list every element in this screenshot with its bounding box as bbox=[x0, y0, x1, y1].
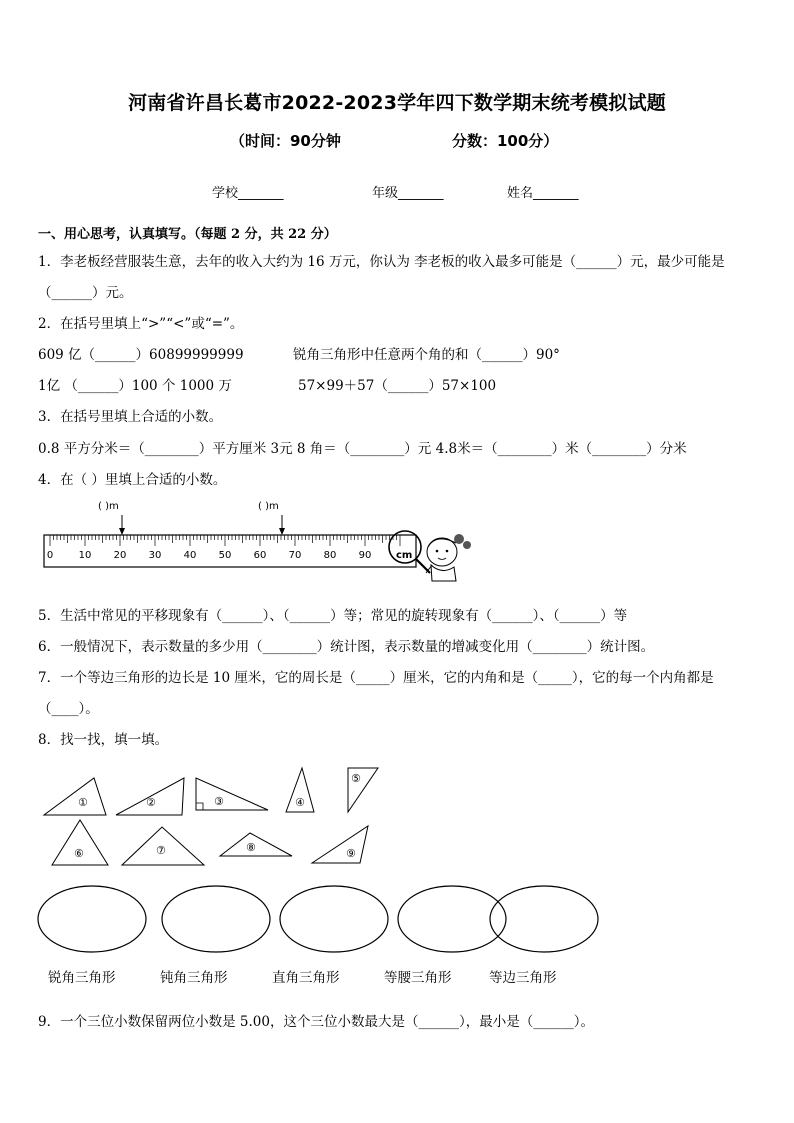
exam-time: （时间：90分钟 bbox=[230, 132, 341, 150]
category-ovals bbox=[36, 884, 606, 956]
question-7-line2: （____）。 bbox=[38, 701, 99, 717]
category-label-right: 直角三角形 bbox=[272, 970, 340, 986]
exam-score: 分数：100分） bbox=[452, 132, 559, 150]
question-3-line: 0.8 平方分米＝（________）平方厘米 3元 8 角＝（________）元 4.8米＝（________）米（________）分米 bbox=[38, 441, 687, 457]
ruler-number: 60 bbox=[253, 550, 267, 561]
ruler-marker-label-2: ( )m bbox=[258, 501, 279, 512]
ruler-number: 10 bbox=[78, 550, 92, 561]
triangle-label-1: ① bbox=[78, 796, 88, 809]
category-label-obtuse: 钝角三角形 bbox=[160, 970, 228, 986]
section-heading: 一、用心思考，认真填写。（每题 2 分，共 22 分） bbox=[38, 227, 337, 242]
ruler-number: 0 bbox=[46, 550, 54, 561]
question-2-b: 锐角三角形中任意两个角的和（______）90° bbox=[293, 347, 560, 363]
question-1-line2: （______）元。 bbox=[38, 285, 133, 301]
category-label-acute: 锐角三角形 bbox=[48, 970, 116, 986]
ruler-arrowhead-1 bbox=[119, 528, 125, 535]
question-1-line1: 1．李老板经营服装生意，去年的收入大约为 16 万元，你认为 李老板的收入最多可能是（______）元，最少可能是 bbox=[38, 254, 725, 270]
question-6-line: 6．一般情况下，表示数量的多少用（________）统计图，表示数量的增减变化用（________）统计图。 bbox=[38, 639, 655, 655]
ruler-marker-label-1: ( )m bbox=[98, 501, 119, 512]
oval-acute[interactable] bbox=[38, 886, 146, 952]
ruler-arrowhead-2 bbox=[279, 528, 285, 535]
question-2-c: 1亿 （______）100 个 1000 万 bbox=[38, 378, 232, 394]
ruler-number: 70 bbox=[288, 550, 302, 561]
triangle-label-3: ③ bbox=[214, 795, 224, 808]
category-label-equilateral: 等边三角形 bbox=[489, 970, 557, 986]
right-angle-mark bbox=[196, 803, 203, 810]
question-2-prompt: 2．在括号里填上“>”“<”或“=”。 bbox=[38, 316, 244, 332]
ruler-unit: cm bbox=[396, 550, 413, 561]
triangle-label-9: ⑨ bbox=[346, 847, 356, 860]
ruler-number: 40 bbox=[183, 550, 197, 561]
ruler-number: 80 bbox=[323, 550, 337, 561]
name-field[interactable]: 姓名_______ bbox=[507, 186, 579, 201]
ruler-figure bbox=[38, 495, 483, 590]
triangle-9 bbox=[312, 826, 368, 863]
ruler-number: 30 bbox=[148, 550, 162, 561]
category-label-isosceles: 等腰三角形 bbox=[384, 970, 452, 986]
triangle-1 bbox=[44, 778, 106, 815]
question-8-prompt: 8．找一找，填一填。 bbox=[38, 732, 169, 748]
triangle-label-8: ⑧ bbox=[246, 841, 256, 854]
ruler-number: 20 bbox=[113, 550, 127, 561]
oval-right[interactable] bbox=[280, 886, 388, 952]
question-3-prompt: 3．在括号里填上合适的小数。 bbox=[38, 409, 223, 425]
ruler-number: 50 bbox=[218, 550, 232, 561]
oval-obtuse[interactable] bbox=[162, 886, 270, 952]
page-title: 河南省许昌长葛市2022-2023学年四下数学期末统考模拟试题 bbox=[128, 92, 666, 114]
question-4-prompt: 4．在（ ）里填上合适的小数。 bbox=[38, 472, 227, 488]
triangle-label-2: ② bbox=[146, 796, 156, 809]
question-7-line1: 7．一个等边三角形的边长是 10 厘米，它的周长是（_____）厘米，它的内角和是（_____），它的每一个内角都是 bbox=[38, 670, 714, 686]
triangle-3 bbox=[196, 778, 268, 810]
triangles-figure bbox=[36, 760, 386, 872]
triangle-label-4: ④ bbox=[295, 796, 305, 809]
ruler-number: 90 bbox=[358, 550, 372, 561]
triangle-label-7: ⑦ bbox=[156, 844, 166, 857]
triangle-label-5: ⑤ bbox=[351, 772, 361, 785]
question-2-d: 57×99＋57（______）57×100 bbox=[298, 378, 497, 394]
school-field[interactable]: 学校_______ bbox=[212, 186, 284, 201]
grade-field[interactable]: 年级_______ bbox=[372, 186, 444, 201]
question-9-line: 9．一个三位小数保留两位小数是 5.00，这个三位小数最大是（______），最小是（______）。 bbox=[38, 1014, 594, 1030]
cartoon-girl-illustration bbox=[426, 534, 471, 581]
triangle-8 bbox=[220, 833, 292, 856]
triangle-label-6: ⑥ bbox=[74, 847, 84, 860]
question-5-line: 5．生活中常见的平移现象有（______）、（______）等；常见的旋转现象有（______）、（______）等 bbox=[38, 608, 628, 624]
question-2-a: 609 亿（______）60899999999 bbox=[38, 347, 244, 363]
